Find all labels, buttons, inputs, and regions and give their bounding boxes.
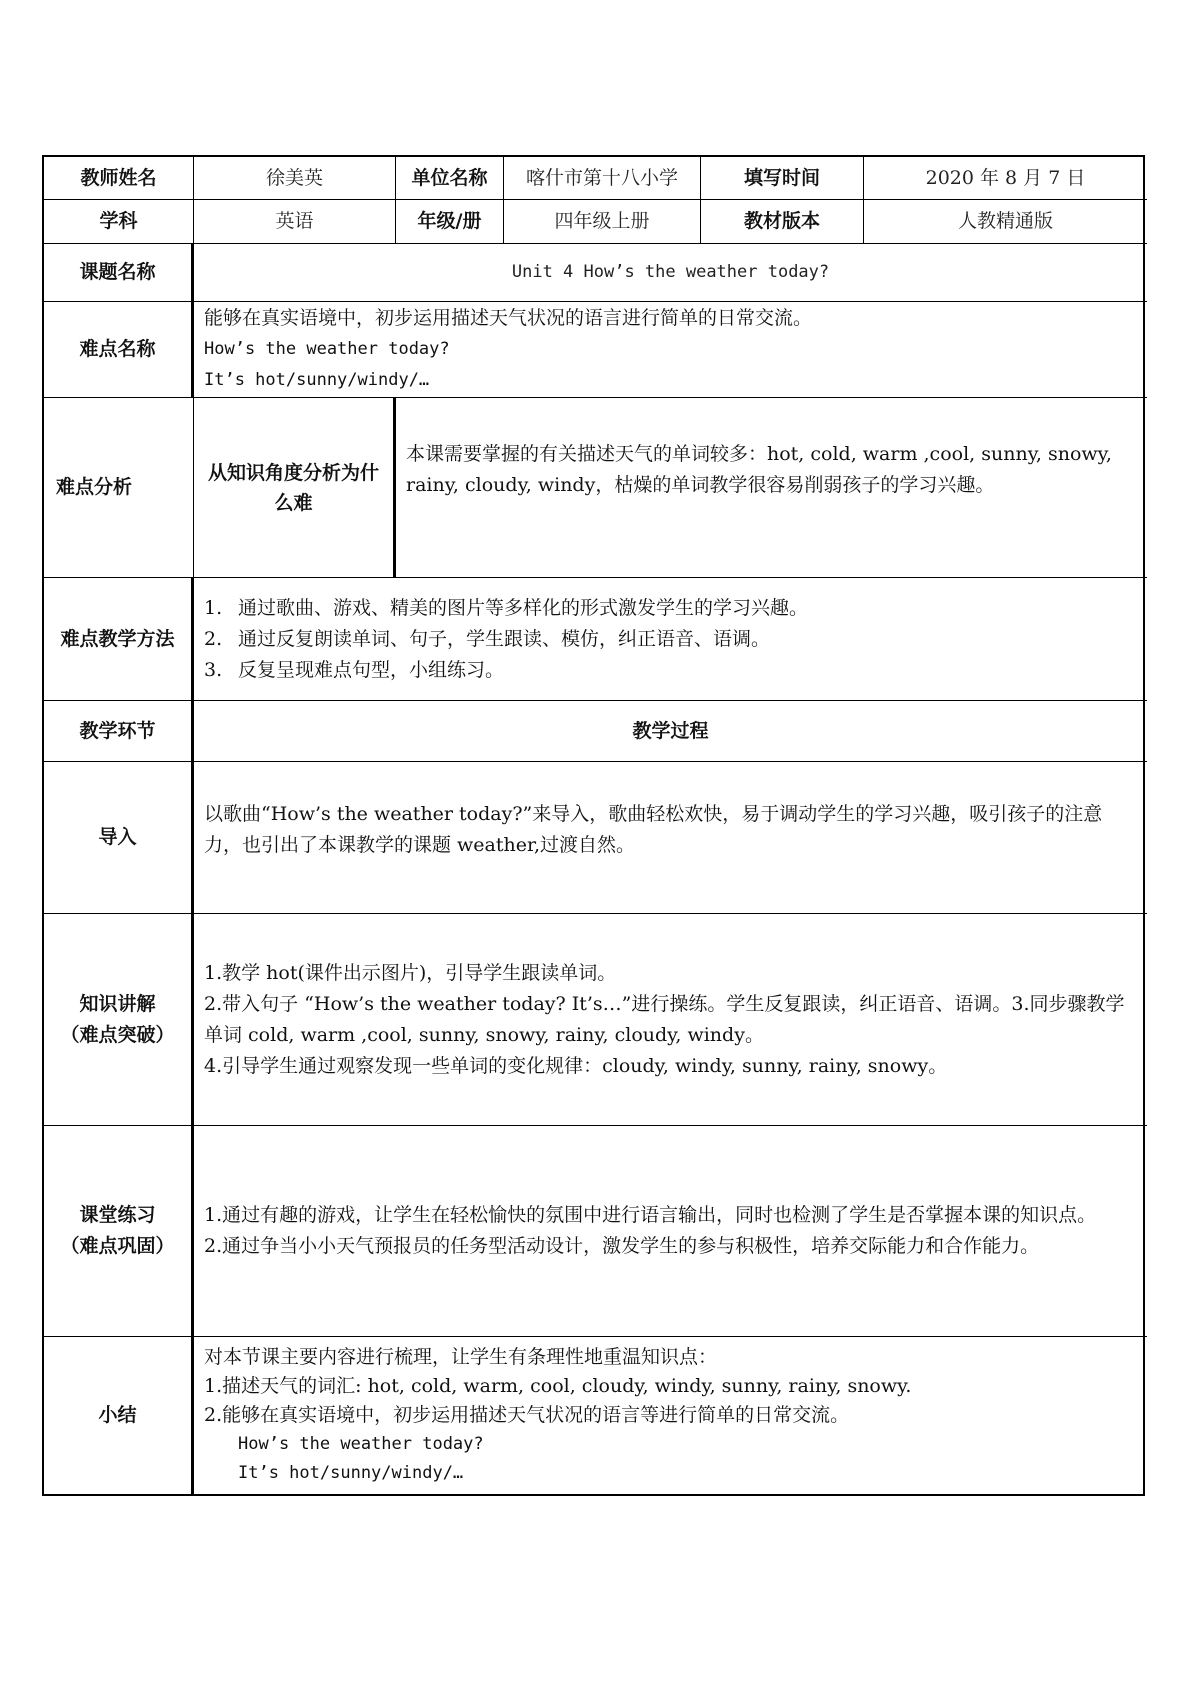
textbook-edition-value: 人教精通版 — [864, 200, 1147, 244]
practice-content — [194, 1126, 1147, 1337]
analysis-sub-label: 从知识角度分析为什么难 — [194, 398, 396, 578]
practice-label — [44, 1126, 194, 1337]
method-item-number: 1. — [204, 596, 223, 619]
analysis-label: 难点分析 — [44, 398, 194, 578]
summary-line: 2.能够在真实语境中，初步运用描述天气状况的语言等进行简单的日常交流。 — [204, 1404, 850, 1426]
practice-line: 1.通过有趣的游戏，让学生在轻松愉快的氛围中进行语言输出，同时也检测了学生是否掌握本课的知识点。 — [204, 1204, 1097, 1226]
summary-content — [194, 1337, 1147, 1494]
intro-text: 以歌曲“How’s the weather today?”来导入，歌曲轻松欢快，易于调动学生的学习兴趣，吸引孩子的注意力，也引出了本课教学的课题 weather,过渡自然。 — [204, 802, 1103, 856]
practice-line: 2.通过争当小小天气预报员的任务型活动设计，激发学生的参与积极性，培养交际能力和合作能力。 — [204, 1235, 1040, 1257]
method-item-text: 通过歌曲、游戏、精美的图片等多样化的形式激发学生的学习兴趣。 — [238, 596, 809, 619]
subject-value: 英语 — [194, 200, 396, 244]
textbook-edition-label: 教材版本 — [701, 200, 864, 244]
method-item-number: 2. — [204, 627, 223, 650]
method-label: 难点教学方法 — [44, 578, 194, 701]
practice-label-line2: （难点巩固） — [60, 1235, 175, 1257]
fill-date-value: 2020 年 8 月 7 日 — [864, 157, 1147, 200]
unit-name-value: 喀什市第十八小学 — [504, 157, 701, 200]
lesson-plan-table — [42, 155, 1145, 1496]
difficulty-line: How’s the weather today? — [204, 339, 450, 359]
method-item — [204, 593, 808, 624]
knowledge-line: 1.教学 hot(课件出示图片)，引导学生跟读单词。 — [204, 961, 617, 984]
fill-date-label: 填写时间 — [701, 157, 864, 200]
summary-indented-line: How’s the weather today? — [238, 1434, 484, 1454]
teaching-process-label: 教学过程 — [194, 701, 1147, 762]
knowledge-content — [194, 914, 1147, 1126]
method-item-number: 3. — [204, 658, 223, 681]
knowledge-label-line2: （难点突破） — [60, 1023, 175, 1046]
method-item-text: 通过反复朗读单词、句子，学生跟读、模仿，纠正语音、语调。 — [238, 627, 771, 650]
knowledge-label — [44, 914, 194, 1126]
teacher-name-label: 教师姓名 — [44, 157, 194, 200]
intro-content — [194, 762, 1147, 914]
difficulty-line: It’s hot/sunny/windy/… — [204, 370, 430, 390]
knowledge-line: 4.引导学生通过观察发现一些单词的变化规律：cloudy, windy, sunny, rainy, snowy。 — [204, 1054, 948, 1077]
teacher-name-value: 徐美英 — [194, 157, 396, 200]
method-item — [204, 624, 770, 655]
practice-label-line1: 课堂练习 — [79, 1204, 156, 1226]
teaching-stage-label: 教学环节 — [44, 701, 194, 762]
analysis-text: 本课需要掌握的有关描述天气的单词较多：hot, cold, warm ,cool, sunny, snowy, rainy, cloudy, windy，枯燥的单词教学很容易削弱孩子的学习兴趣。 — [406, 442, 1112, 496]
knowledge-line: 2.带入句子 “How’s the weather today? It’s…”进行操练。学生反复跟读，纠正语音、语调。3.同步骤教学单词 cold, warm ,cool, sunny, snowy, rainy, cloudy, windy。 — [204, 992, 1125, 1046]
summary-line: 对本节课主要内容进行梳理，让学生有条理性地重温知识点： — [204, 1346, 718, 1368]
grade-label: 年级/册 — [396, 200, 504, 244]
topic-label: 课题名称 — [44, 244, 194, 302]
method-item — [204, 655, 504, 686]
method-list — [194, 578, 1147, 701]
analysis-content — [396, 398, 1147, 578]
method-item-text: 反复呈现难点句型，小组练习。 — [238, 658, 505, 681]
subject-label: 学科 — [44, 200, 194, 244]
difficulty-content — [194, 302, 1147, 398]
grade-value: 四年级上册 — [504, 200, 701, 244]
summary-indented-line: It’s hot/sunny/windy/… — [238, 1463, 464, 1483]
intro-label: 导入 — [44, 762, 194, 914]
topic-value: Unit 4 How’s the weather today? — [194, 244, 1147, 302]
summary-line: 1.描述天气的词汇: hot, cold, warm, cool, cloudy, windy, sunny, rainy, snowy. — [204, 1375, 912, 1397]
knowledge-label-line1: 知识讲解 — [79, 992, 156, 1015]
difficulty-line: 能够在真实语境中，初步运用描述天气状况的语言进行简单的日常交流。 — [204, 307, 813, 329]
difficulty-label: 难点名称 — [44, 302, 194, 398]
summary-label: 小结 — [44, 1337, 194, 1494]
unit-name-label: 单位名称 — [396, 157, 504, 200]
